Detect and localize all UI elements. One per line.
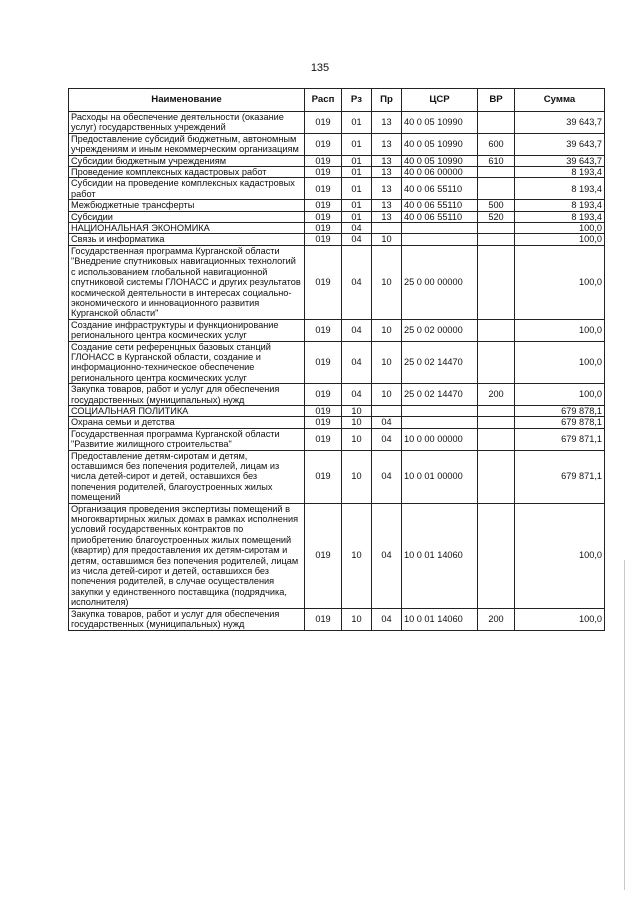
scan-edge-mark	[624, 560, 625, 890]
cell-rz: 04	[342, 384, 372, 406]
cell-csr: 10 0 01 14060	[402, 503, 478, 608]
cell-rasp: 019	[305, 319, 342, 341]
cell-name: Проведение комплексных кадастровых работ	[69, 167, 305, 178]
cell-csr: 10 0 01 14060	[402, 608, 478, 630]
cell-rasp: 019	[305, 167, 342, 178]
cell-pr: 13	[372, 167, 402, 178]
table-row	[69, 319, 605, 341]
table-row	[69, 223, 605, 234]
cell-rasp: 019	[305, 112, 342, 134]
cell-rz: 04	[342, 245, 372, 319]
cell-sum: 679 871,1	[515, 450, 605, 503]
cell-sum: 679 871,1	[515, 428, 605, 450]
header-sum: Сумма	[515, 89, 605, 112]
cell-vr: 500	[478, 200, 515, 211]
cell-rz: 10	[342, 503, 372, 608]
cell-rz: 01	[342, 200, 372, 211]
cell-pr: 10	[372, 341, 402, 384]
cell-csr: 40 0 05 10990	[402, 112, 478, 134]
cell-rasp: 019	[305, 428, 342, 450]
table-row	[69, 211, 605, 222]
cell-rz: 10	[342, 450, 372, 503]
header-rasp: Расп	[305, 89, 342, 112]
cell-csr	[402, 405, 478, 416]
table-row	[69, 417, 605, 428]
cell-pr: 04	[372, 417, 402, 428]
cell-rz: 10	[342, 428, 372, 450]
cell-rasp: 019	[305, 417, 342, 428]
cell-rz: 01	[342, 178, 372, 200]
cell-vr	[478, 245, 515, 319]
cell-name: Закупка товаров, работ и услуг для обеспечения государственных (муниципальных) нужд	[69, 384, 305, 406]
cell-sum: 39 643,7	[515, 155, 605, 166]
cell-sum: 679 878,1	[515, 417, 605, 428]
cell-sum: 100,0	[515, 503, 605, 608]
cell-pr	[372, 405, 402, 416]
table-row	[69, 245, 605, 319]
cell-sum: 8 193,4	[515, 167, 605, 178]
cell-rz: 04	[342, 223, 372, 234]
header-name: Наименование	[69, 89, 305, 112]
cell-sum: 100,0	[515, 319, 605, 341]
cell-sum: 8 193,4	[515, 178, 605, 200]
cell-name: Государственная программа Курганской области "Развитие жилищного строительства"	[69, 428, 305, 450]
cell-csr: 10 0 00 00000	[402, 428, 478, 450]
cell-vr	[478, 503, 515, 608]
cell-vr: 520	[478, 211, 515, 222]
table-header-row	[69, 89, 605, 112]
header-csr: ЦСР	[402, 89, 478, 112]
cell-pr: 13	[372, 200, 402, 211]
cell-vr: 200	[478, 608, 515, 630]
cell-csr: 25 0 02 14470	[402, 384, 478, 406]
cell-vr	[478, 234, 515, 245]
cell-pr: 04	[372, 450, 402, 503]
cell-rz: 04	[342, 319, 372, 341]
cell-name: Государственная программа Курганской области "Внедрение спутниковых навигационных технологий с использованием глобальной навигационной спутниковой системы ГЛОНАСС и других результатов космической деятельности в интересах социально-экономического и инновационного развития Курганской области"	[69, 245, 305, 319]
cell-vr	[478, 417, 515, 428]
cell-pr: 13	[372, 178, 402, 200]
cell-rz: 04	[342, 234, 372, 245]
cell-vr	[478, 341, 515, 384]
cell-name: СОЦИАЛЬНАЯ ПОЛИТИКА	[69, 405, 305, 416]
cell-pr: 13	[372, 155, 402, 166]
cell-vr	[478, 167, 515, 178]
cell-rz: 01	[342, 167, 372, 178]
cell-name: Расходы на обеспечение деятельности (оказание услуг) государственных учреждений	[69, 112, 305, 134]
cell-sum: 8 193,4	[515, 200, 605, 211]
cell-rasp: 019	[305, 608, 342, 630]
cell-sum: 100,0	[515, 384, 605, 406]
cell-pr: 13	[372, 112, 402, 134]
cell-rasp: 019	[305, 200, 342, 211]
budget-table	[68, 88, 605, 631]
cell-name: Субсидии	[69, 211, 305, 222]
cell-name: Охрана семьи и детства	[69, 417, 305, 428]
cell-csr: 40 0 05 10990	[402, 155, 478, 166]
cell-csr: 40 0 06 55110	[402, 178, 478, 200]
table-row	[69, 155, 605, 166]
cell-pr: 10	[372, 245, 402, 319]
cell-rz: 04	[342, 341, 372, 384]
table-row	[69, 428, 605, 450]
cell-sum: 39 643,7	[515, 112, 605, 134]
header-vr: ВР	[478, 89, 515, 112]
cell-vr	[478, 223, 515, 234]
cell-name: Предоставление субсидий бюджетным, автономным учреждениям и иным некоммерческим организациям	[69, 133, 305, 155]
cell-rz: 01	[342, 211, 372, 222]
table-row	[69, 234, 605, 245]
cell-vr	[478, 112, 515, 134]
cell-sum: 100,0	[515, 223, 605, 234]
header-pr: Пр	[372, 89, 402, 112]
cell-csr: 25 0 00 00000	[402, 245, 478, 319]
cell-pr: 04	[372, 503, 402, 608]
cell-vr: 610	[478, 155, 515, 166]
cell-pr: 04	[372, 428, 402, 450]
table-row	[69, 133, 605, 155]
cell-rz: 10	[342, 405, 372, 416]
cell-csr: 25 0 02 14470	[402, 341, 478, 384]
cell-vr	[478, 405, 515, 416]
table-row	[69, 178, 605, 200]
cell-pr: 10	[372, 234, 402, 245]
table-row	[69, 450, 605, 503]
table-row	[69, 167, 605, 178]
cell-name: Закупка товаров, работ и услуг для обеспечения государственных (муниципальных) нужд	[69, 608, 305, 630]
cell-sum: 100,0	[515, 608, 605, 630]
cell-rz: 01	[342, 155, 372, 166]
cell-pr: 10	[372, 384, 402, 406]
cell-name: Создание сети референцных базовых станций ГЛОНАСС в Курганской области, создание и информационно-техническое обеспечение регионального центра космических услуг	[69, 341, 305, 384]
cell-vr	[478, 450, 515, 503]
cell-name: Предоставление детям-сиротам и детям, оставшимся без попечения родителей, лицам из числа детей-сирот и детей, оставшихся без попечения родителей, благоустроенных жилых помещений	[69, 450, 305, 503]
cell-rz: 10	[342, 417, 372, 428]
cell-csr: 40 0 06 55110	[402, 200, 478, 211]
cell-rasp: 019	[305, 178, 342, 200]
cell-vr	[478, 428, 515, 450]
table-row	[69, 200, 605, 211]
cell-vr: 600	[478, 133, 515, 155]
cell-name: Субсидии на проведение комплексных кадастровых работ	[69, 178, 305, 200]
cell-sum: 8 193,4	[515, 211, 605, 222]
cell-pr: 04	[372, 608, 402, 630]
header-rz: Рз	[342, 89, 372, 112]
cell-rasp: 019	[305, 155, 342, 166]
cell-rasp: 019	[305, 245, 342, 319]
cell-sum: 100,0	[515, 245, 605, 319]
cell-rasp: 019	[305, 384, 342, 406]
cell-rasp: 019	[305, 450, 342, 503]
cell-name: Создание инфраструктуры и функционирование регионального центра космических услуг	[69, 319, 305, 341]
cell-rz: 10	[342, 608, 372, 630]
cell-pr: 10	[372, 319, 402, 341]
cell-rasp: 019	[305, 405, 342, 416]
cell-sum: 39 643,7	[515, 133, 605, 155]
cell-csr	[402, 223, 478, 234]
cell-csr	[402, 417, 478, 428]
cell-pr	[372, 223, 402, 234]
cell-sum: 100,0	[515, 234, 605, 245]
cell-sum: 100,0	[515, 341, 605, 384]
table-row	[69, 384, 605, 406]
cell-vr	[478, 178, 515, 200]
cell-vr	[478, 319, 515, 341]
cell-rasp: 019	[305, 211, 342, 222]
cell-name: Связь и информатика	[69, 234, 305, 245]
cell-pr: 13	[372, 133, 402, 155]
cell-pr: 13	[372, 211, 402, 222]
page-number: 135	[310, 62, 330, 74]
cell-rasp: 019	[305, 223, 342, 234]
cell-csr: 25 0 02 00000	[402, 319, 478, 341]
cell-rasp: 019	[305, 341, 342, 384]
cell-csr: 40 0 05 10990	[402, 133, 478, 155]
cell-csr	[402, 234, 478, 245]
cell-name: Межбюджетные трансферты	[69, 200, 305, 211]
cell-csr: 40 0 06 55110	[402, 211, 478, 222]
table-row	[69, 341, 605, 384]
table-row	[69, 112, 605, 134]
cell-csr: 10 0 01 00000	[402, 450, 478, 503]
cell-csr: 40 0 06 00000	[402, 167, 478, 178]
cell-name: НАЦИОНАЛЬНАЯ ЭКОНОМИКА	[69, 223, 305, 234]
cell-rz: 01	[342, 133, 372, 155]
cell-vr: 200	[478, 384, 515, 406]
cell-rz: 01	[342, 112, 372, 134]
cell-rasp: 019	[305, 133, 342, 155]
cell-sum: 679 878,1	[515, 405, 605, 416]
cell-rasp: 019	[305, 234, 342, 245]
table-row	[69, 608, 605, 630]
cell-name: Субсидии бюджетным учреждениям	[69, 155, 305, 166]
table-row	[69, 503, 605, 608]
cell-name: Организация проведения экспертизы помещений в многоквартирных жилых домах в рамках исполнения условий государственных контрактов по приобретению благоустроенных жилых помещений (квартир) для предоставления их детям-сиротам и детям, оставшимся без попечения родителей, лицам из числа детей-сирот и детей, оставшихся без попечения родителей, в случае осуществления закупки у единственного поставщика (подрядчика, исполнителя)	[69, 503, 305, 608]
cell-rasp: 019	[305, 503, 342, 608]
table-row	[69, 405, 605, 416]
